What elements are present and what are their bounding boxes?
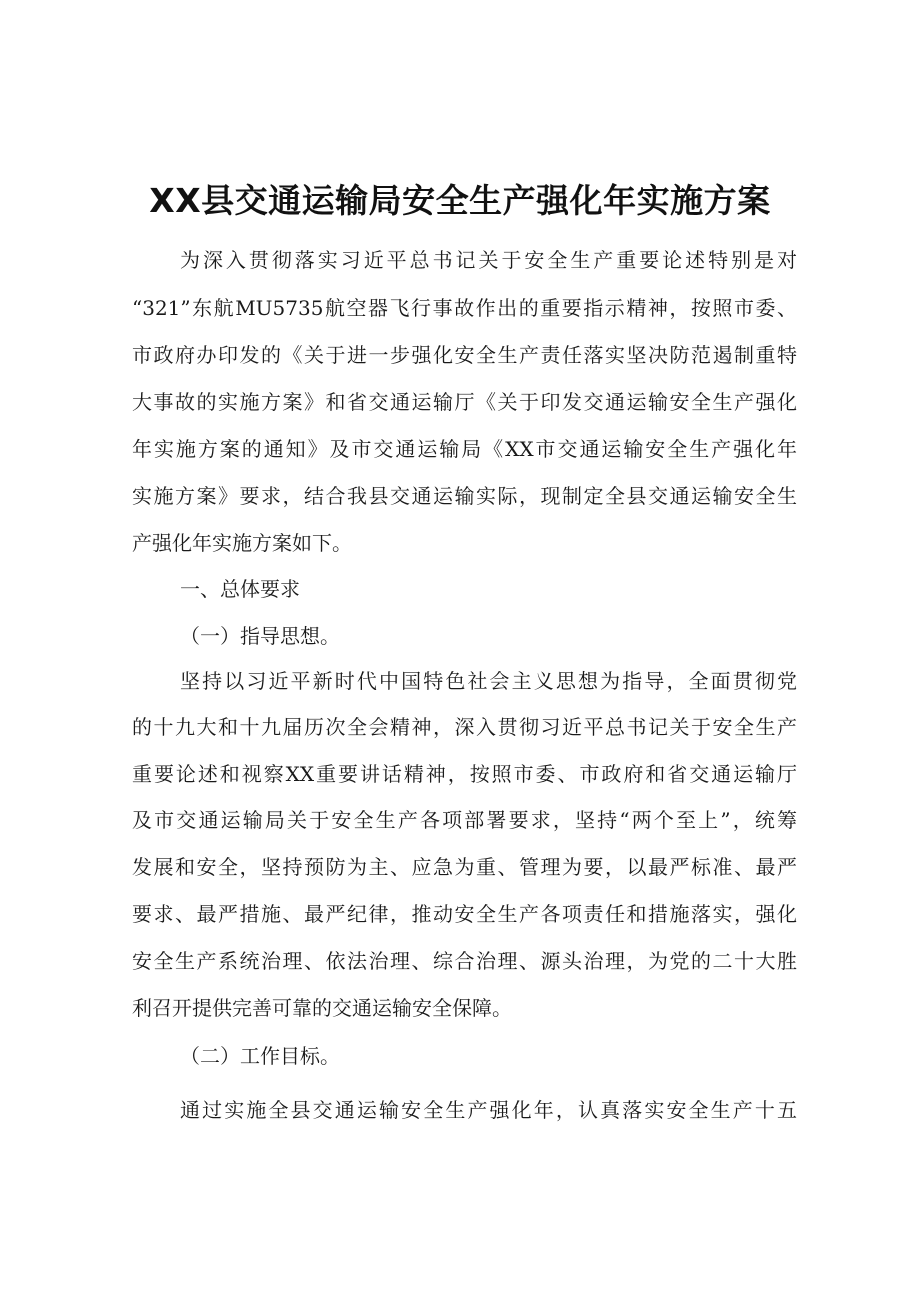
paragraph-line: 发展和安全，坚持预防为主、应急为重、管理为要，以最严标准、最严 [132,855,797,879]
paragraph-line: 及市交通运输局关于安全生产各项部署要求，坚持“两个至上”，统筹 [132,808,797,832]
paragraph-line: 要求、最严措施、最严纪律，推动安全生产各项责任和措施落实，强化 [132,902,797,926]
paragraph-line: “321”东航MU5735航空器飞行事故作出的重要指示精神，按照市委、 [132,296,797,320]
paragraph-line: 安全生产系统治理、依法治理、综合治理、源头治理，为党的二十大胜 [132,949,797,973]
paragraph-line: 实施方案》要求，结合我县交通运输实际，现制定全县交通运输安全生 [132,484,797,508]
paragraph-line: 为深入贯彻落实习近平总书记关于安全生产重要论述特别是对 [180,248,797,272]
paragraph-line: 坚持以习近平新时代中国特色社会主义思想为指导，全面贯彻党 [180,669,797,693]
paragraph-line: 产强化年实施方案如下。 [132,531,352,555]
paragraph-line: 大事故的实施方案》和省交通运输厅《关于印发交通运输安全生产强化 [132,390,797,414]
section-heading: 一、总体要求 [180,577,300,601]
paragraph-line: 市政府办印发的《关于进一步强化安全生产责任落实坚决防范遏制重特 [132,343,797,367]
document-title: XX县交通运输局安全生产强化年实施方案 [149,181,771,220]
paragraph-line: 的十九大和十九届历次全会精神，深入贯彻习近平总书记关于安全生产 [132,715,797,739]
subsection-heading: （一）指导思想。 [180,624,340,648]
subsection-heading: （二）工作目标。 [180,1044,340,1068]
paragraph-line: 年实施方案的通知》及市交通运输局《XX市交通运输安全生产强化年 [132,437,797,461]
paragraph-line: 利召开提供完善可靠的交通运输安全保障。 [132,996,512,1020]
paragraph-line: 通过实施全县交通运输安全生产强化年，认真落实安全生产十五 [180,1098,797,1122]
paragraph-line: 重要论述和视察XX重要讲话精神，按照市委、市政府和省交通运输厅 [132,762,797,786]
